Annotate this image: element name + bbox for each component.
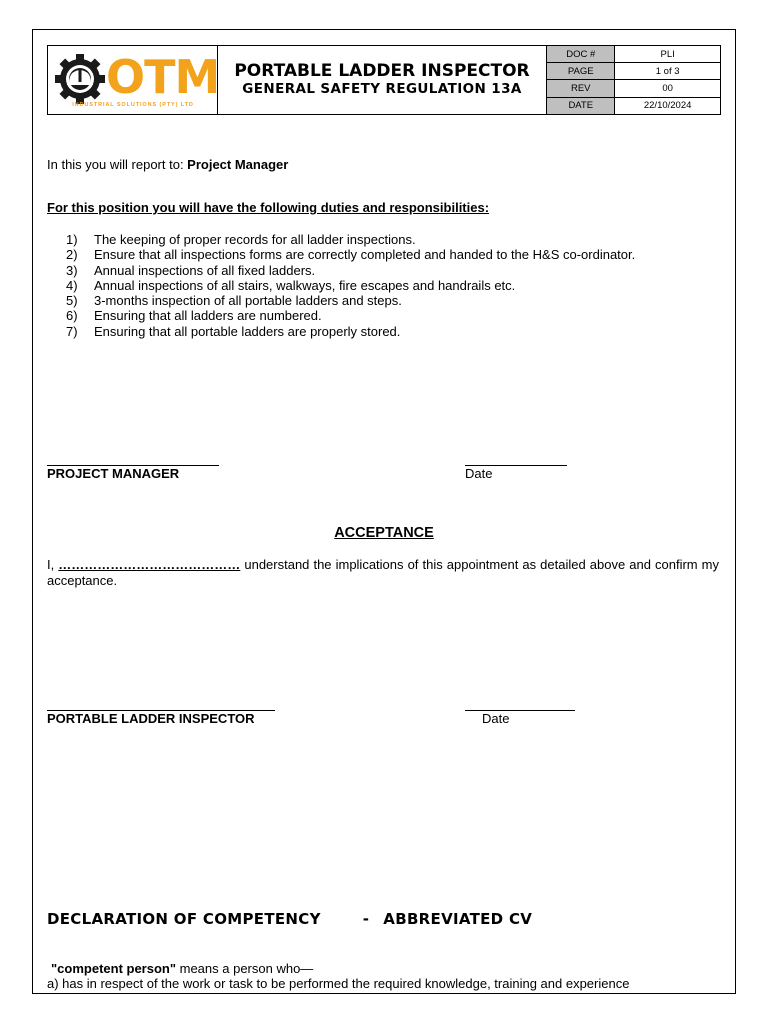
duties-heading: For this position you will have the following duties and responsibilities: [47,200,490,215]
gear-helmet-icon [54,53,106,105]
acceptance-heading: ACCEPTANCE [334,525,434,541]
meta-label: PAGE [547,63,615,80]
meta-row [547,46,720,63]
logo-subtitle: INDUSTRIAL SOLUTIONS (PTY) LTD [72,102,194,108]
list-item [66,247,635,262]
acceptance-text: understand the implications of this appointment as detailed above and confirm my acceptance. [47,557,720,588]
item-number: 3) [66,262,78,278]
item-text: Ensuring that all portable ladders are properly stored. [94,323,401,339]
item-number: 7) [66,323,78,339]
meta-value: 1 of 3 [615,63,720,80]
item-text: Ensuring that all ladders are numbered. [94,308,322,324]
declaration-heading [47,910,532,928]
report-to-role: Project Manager [187,157,289,172]
declaration-dash: - [362,910,370,928]
list-item [66,232,635,247]
report-to-prefix: In this you will report to: [47,157,188,172]
list-item [66,308,635,323]
meta-value: 00 [615,80,720,97]
company-logo [48,46,218,114]
report-to-line [47,157,288,172]
item-number: 1) [66,232,78,247]
item-text: Annual inspections of all fixed ladders. [94,262,316,278]
inspector-date-label: Date [482,711,510,726]
manager-date-label: Date [465,466,493,481]
meta-row [547,97,720,114]
list-item [66,278,635,293]
definition-clause-a: a) has in respect of the work or task to be performed the required knowledge, training and experience [47,976,630,991]
document-header [47,45,721,115]
item-number: 5) [66,293,78,309]
item-number: 6) [66,308,78,324]
item-text: Ensure that all inspections forms are correctly completed and handed to the H&S co-ordinator. [94,247,636,263]
meta-value: PLI [615,46,720,63]
defined-term: "competent person" [51,961,177,976]
manager-signature-label: PROJECT MANAGER [47,466,180,481]
logo-text: OTM [106,50,220,104]
duties-list [66,232,635,339]
declaration-subtitle: ABBREVIATED CV [383,910,533,928]
item-text: The keeping of proper records for all ladder inspections. [94,232,416,247]
acceptance-paragraph [47,557,719,588]
meta-row [547,63,720,80]
declaration-title: DECLARATION OF COMPETENCY [47,910,321,928]
item-number: 2) [66,247,78,263]
item-number: 4) [66,277,78,293]
meta-value: 22/10/2024 [643,100,692,112]
list-item [66,263,635,278]
competent-person-definition [51,961,313,976]
meta-label: DATE [547,97,615,114]
document-subtitle: GENERAL SAFETY REGULATION 13A [242,81,522,97]
meta-label: REV [547,80,615,97]
page-border [32,29,736,994]
list-item [66,324,635,339]
acceptance-prefix: I, [47,557,59,572]
definition-intro: means a person who— [176,961,314,976]
meta-label: DOC # [547,46,615,63]
item-text: 3-months inspection of all portable ladders and steps. [94,293,402,309]
meta-row [547,80,720,97]
document-title: PORTABLE LADDER INSPECTOR [234,61,530,81]
header-title-block [218,46,548,114]
item-text: Annual inspections of all stairs, walkways, fire escapes and handrails etc. [94,277,516,293]
inspector-signature-label: PORTABLE LADDER INSPECTOR [47,711,255,726]
name-blank-field[interactable]: …………………………………… [58,557,241,572]
document-meta-table [547,46,720,114]
list-item [66,293,635,308]
